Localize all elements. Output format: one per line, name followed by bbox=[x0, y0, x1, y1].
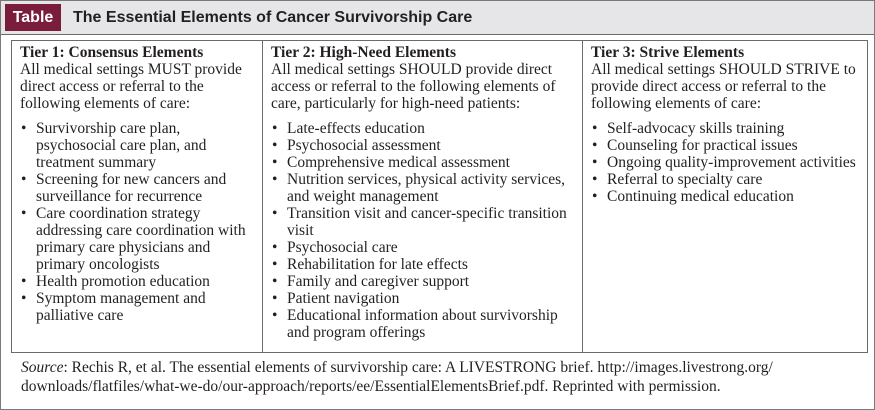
list-item: • Screening for new cancers and surveillance for recurrence bbox=[20, 171, 262, 205]
tiers-table bbox=[11, 40, 868, 353]
tier-2-list bbox=[271, 120, 582, 341]
list-item: • Psychosocial care bbox=[271, 239, 582, 256]
tier-2-description: All medical settings SHOULD provide direct access or referral to the following elements of care, particularly for high-need patients: bbox=[271, 61, 556, 112]
table-title: The Essential Elements of Cancer Survivorship Care bbox=[73, 9, 473, 26]
source-text: : Rechis R, et al. The essential elements of survivorship care: A LIVESTRONG brief. http://images.livestrong.org/ downloads/flatfiles/what-we-do/our-approach/reports/ee/EssentialElementsBrief.pdf. Reprinted with permission. bbox=[21, 359, 773, 395]
source-note bbox=[21, 358, 866, 396]
list-item: • Transition visit and cancer-specific transition visit bbox=[271, 205, 582, 239]
list-item: • Late-effects education bbox=[271, 120, 582, 137]
list-item: • Nutrition services, physical activity services, and weight management bbox=[271, 171, 582, 205]
list-item: • Psychosocial assessment bbox=[271, 137, 582, 154]
list-item: • Health promotion education bbox=[20, 273, 262, 290]
list-item: • Educational information about survivorship and program offerings bbox=[271, 307, 582, 341]
list-item: • Patient navigation bbox=[271, 290, 582, 307]
tier-3-description: All medical settings SHOULD STRIVE to provide direct access or referral to the following elements of care: bbox=[591, 61, 856, 112]
tier-1-description: All medical settings MUST provide direct access or referral to the following elements of care: bbox=[20, 61, 242, 112]
tier-2-column bbox=[262, 41, 582, 352]
list-item: • Ongoing quality-improvement activities bbox=[591, 154, 868, 171]
list-item: • Care coordination strategy addressing care coordination with primary care physicians and primary oncologists bbox=[20, 205, 262, 273]
tier-3-list bbox=[591, 120, 868, 205]
list-item: • Family and caregiver support bbox=[271, 273, 582, 290]
list-item: • Symptom management and palliative care bbox=[20, 290, 262, 324]
list-item: • Counseling for practical issues bbox=[591, 137, 868, 154]
list-item: • Survivorship care plan, psychosocial care plan, and treatment summary bbox=[20, 120, 262, 171]
tier-1-heading: Tier 1: Consensus Elements bbox=[20, 44, 204, 61]
source-label: Source bbox=[21, 359, 64, 376]
tier-3-heading: Tier 3: Strive Elements bbox=[591, 44, 745, 61]
list-item: • Continuing medical education bbox=[591, 188, 868, 205]
tier-1-column bbox=[12, 41, 262, 352]
table-badge: Table bbox=[5, 4, 61, 31]
table-header bbox=[1, 1, 874, 35]
tier-3-column bbox=[582, 41, 868, 352]
list-item: • Self-advocacy skills training bbox=[591, 120, 868, 137]
list-item: • Rehabilitation for late effects bbox=[271, 256, 582, 273]
tier-1-list bbox=[20, 120, 262, 324]
list-item: • Comprehensive medical assessment bbox=[271, 154, 582, 171]
tier-2-heading: Tier 2: High-Need Elements bbox=[271, 44, 456, 61]
list-item: • Referral to specialty care bbox=[591, 171, 868, 188]
